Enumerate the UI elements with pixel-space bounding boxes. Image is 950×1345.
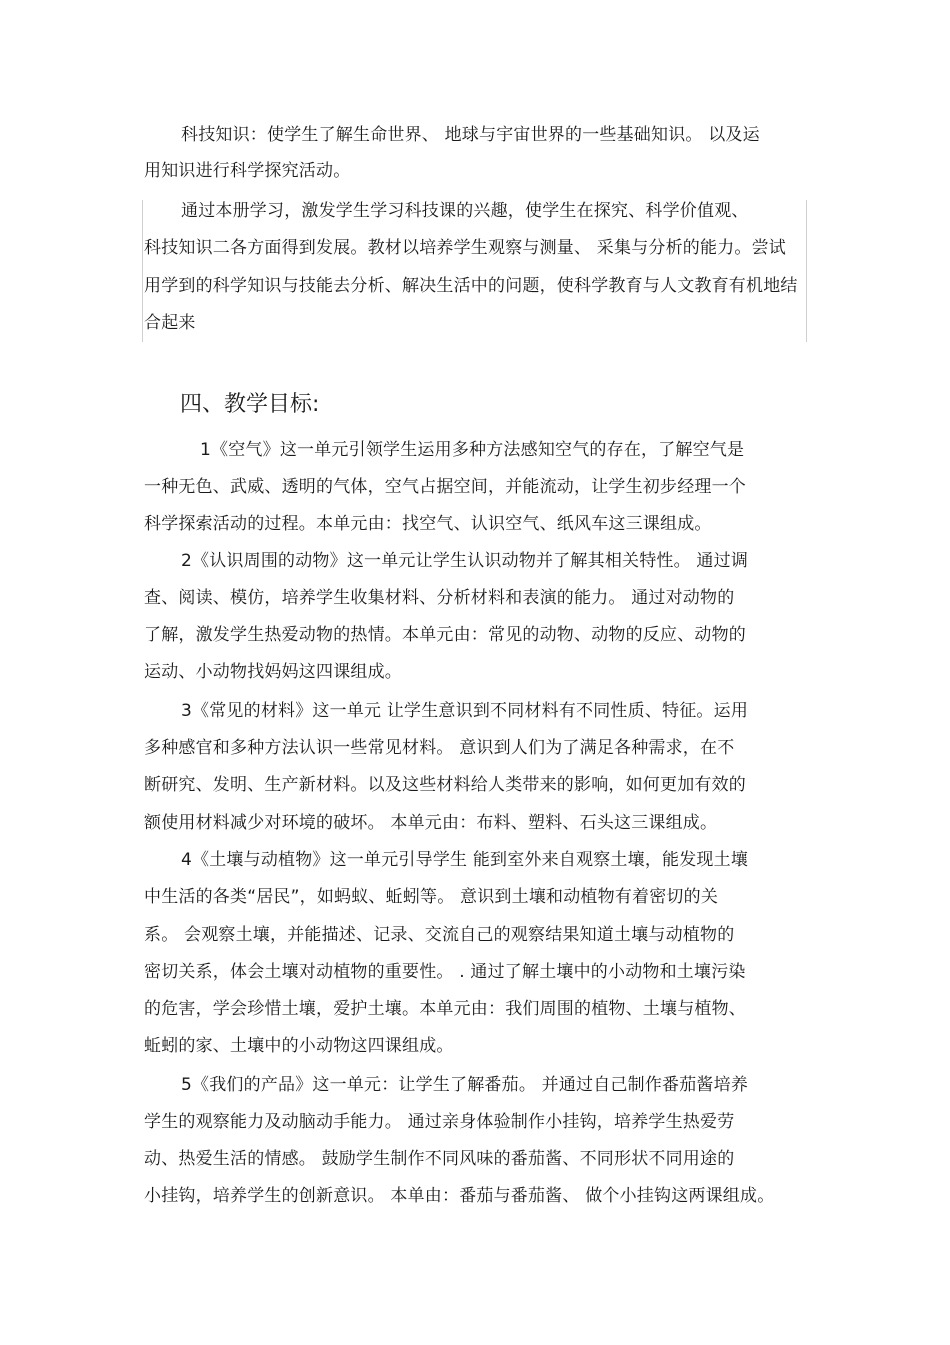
intro-p2-line-1: 通过本册学习，激发学生学习科技课的兴趣，使学生在探究、科学价值观、 (181, 201, 749, 221)
goal-3-line-4: 额使用材料减少对环境的破坏。 本单元由：布料、塑料、石头这三课组成。 (144, 813, 718, 833)
intro-p2-line-3: 用学到的科学知识与技能去分析、解决生活中的问题，使科学教育与人文教育有机地结 (144, 276, 798, 296)
goal-2-line-4: 运动、小动物找妈妈这四课组成。 (144, 662, 402, 682)
intro-p1-line-2: 用知识进行科学探究活动。 (144, 161, 351, 181)
goal-1-line-3: 科学探索活动的过程。本单元由：找空气、认识空气、纸风车这三课组成。 (144, 514, 712, 534)
goal-4-line-3: 系。 会观察土壤，并能描述、记录、交流自己的观察结果知道土壤与动植物的 (144, 925, 735, 945)
goal-5-line-4: 小挂钩，培养学生的创新意识。 本单由：番茄与番茄酱、 做个小挂钩这两课组成。 (144, 1186, 775, 1206)
goal-5-line-2: 学生的观察能力及动脑动手能力。 通过亲身体验制作小挂钩，培养学生热爱劳 (144, 1112, 735, 1132)
goal-4-line-1: 4《土壤与动植物》这一单元引导学生 能到室外来自观察土壤，能发现土壤 (181, 850, 749, 870)
goal-4-line-2: 中生活的各类“居民”，如蚂蚁、蚯蚓等。 意识到土壤和动植物有着密切的关 (144, 887, 719, 907)
intro-p2-line-2: 科技知识二各方面得到发展。教材以培养学生观察与测量、 采集与分析的能力。尝试 (144, 238, 787, 258)
goal-1-line-1: 1《空气》这一单元引领学生运用多种方法感知空气的存在，了解空气是 (200, 440, 745, 460)
intro-p1-line-1: 科技知识：使学生了解生命世界、 地球与宇宙世界的一些基础知识。 以及运 (181, 125, 760, 145)
goal-2-line-2: 查、阅读、模仿，培养学生收集材料、分析材料和表演的能力。 通过对动物的 (144, 588, 735, 608)
right-border-rule (806, 200, 807, 342)
goal-3-line-1: 3《常见的材料》这一单元 让学生意识到不同材料有不同性质、特征。运用 (181, 701, 749, 721)
section-heading: 四、教学目标: (180, 392, 320, 417)
goal-5-line-3: 动、热爱生活的情感。 鼓励学生制作不同风味的番茄酱、不同形状不同用途的 (144, 1149, 735, 1169)
goal-3-line-2: 多种感官和多种方法认识一些常见材料。 意识到人们为了满足各种需求，在不 (144, 738, 735, 758)
goal-5-line-1: 5《我们的产品》这一单元：让学生了解番茄。 并通过自己制作番茄酱培养 (181, 1075, 749, 1095)
goal-1-line-2: 一种无色、武威、透明的气体，空气占据空间，并能流动，让学生初步经理一个 (144, 477, 746, 497)
goal-2-line-1: 2《认识周围的动物》这一单元让学生认识动物并了解其相关特性。 通过调 (181, 551, 749, 571)
goal-4-line-5: 的危害，学会珍惜土壤，爱护土壤。本单元由：我们周围的植物、土壤与植物、 (144, 999, 746, 1019)
goal-4-line-6: 蚯蚓的家、土壤中的小动物这四课组成。 (144, 1036, 454, 1056)
goal-4-line-4: 密切关系，体会土壤对动植物的重要性。 . 通过了解土壤中的小动物和土壤污染 (144, 962, 746, 982)
goal-2-line-3: 了解，激发学生热爱动物的热情。本单元由：常见的动物、动物的反应、动物的 (144, 625, 746, 645)
intro-p2-line-4: 合起来 (144, 313, 196, 333)
left-border-rule (142, 200, 143, 342)
goal-3-line-3: 断研究、发明、生产新材料。以及这些材料给人类带来的影响，如何更加有效的 (144, 775, 746, 795)
